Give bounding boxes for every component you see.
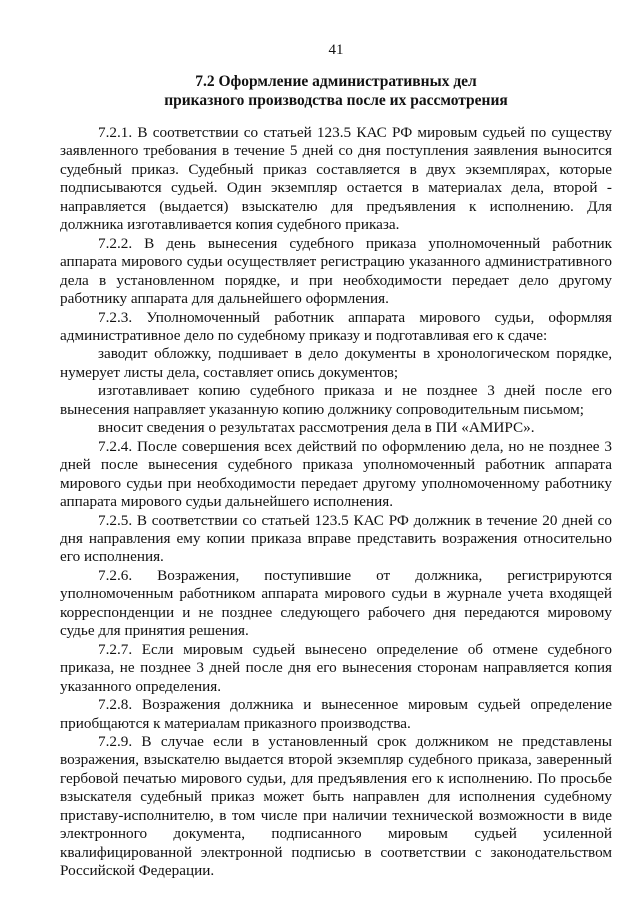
- paragraph-7-2-2: 7.2.2. В день вынесения судебного приказа уполномоченный работник аппарата мирового судьи осуществляет регистрацию указанного административного дела в установленном порядке, и при необходимости передает дело другому работнику аппарата для дальнейшего оформления.: [60, 234, 612, 308]
- page-number: 41: [328, 42, 344, 58]
- section-heading: [60, 72, 612, 110]
- section-heading-line-2: приказного производства после их рассмотрения: [164, 92, 508, 109]
- document-body: [60, 124, 612, 881]
- paragraph-7-2-9: 7.2.9. В случае если в установленный срок должником не представлены возражения, взыскателю выдается второй экземпляр судебного приказа, заверенный гербовой печатью мирового судьи, для предъявления его к исполнению. По просьбе взыскателя судебный приказ может быть направлен для исполнения судебному приставу-исполнителю, в том числе при наличии технической возможности в виде электронного документа, подписанного мировым судьей усиленной квалифицированной электронной подписью в соответствии с законодательством Российской Федерации.: [60, 732, 612, 880]
- paragraph-7-2-7: 7.2.7. Если мировым судьей вынесено определение об отмене судебного приказа, не позднее 3 дней после дня его вынесения сторонам направляется копия указанного определения.: [60, 640, 612, 695]
- paragraph-7-2-8: 7.2.8. Возражения должника и вынесенное мировым судьей определение приобщаются к материалам приказного производства.: [60, 696, 612, 732]
- paragraph-7-2-6: 7.2.6. Возражения, поступившие от должника, регистрируются уполномоченным работником аппарата мирового судьи в журнале учета входящей корреспонденции и не позднее следующего рабочего дня передаются мировому судье для принятия решения.: [60, 566, 612, 640]
- paragraph-7-2-4: 7.2.4. После совершения всех действий по оформлению дела, но не позднее 3 дней после вынесения судебного приказа уполномоченный работник аппарата мирового судьи при необходимости передает другому уполномоченному работнику аппарата мирового судьи дальнейшего исполнения.: [60, 437, 612, 511]
- list-item-cover: заводит обложку, подшивает в дело документы в хронологическом порядке, нумерует листы дела, составляет опись документов;: [60, 345, 612, 381]
- list-item-amirs: вносит сведения о результатах рассмотрения дела в ПИ «АМИРС».: [98, 419, 535, 437]
- paragraph-7-2-3: 7.2.3. Уполномоченный работник аппарата мирового судьи, оформляя административное дело по судебному приказу и подготавливая его к сдаче:: [60, 308, 612, 344]
- section-heading-line-1: 7.2 Оформление административных дел: [195, 73, 477, 90]
- paragraph-7-2-1: 7.2.1. В соответствии со статьей 123.5 КАС РФ мировым судьей по существу заявленного требования в течение 5 дней со дня поступления заявления выносится судебный приказ. Судебный приказ составляется в двух экземплярах, которые подписываются судьей. Один экземпляр остается в материалах дела, второй - направляется (выдается) взыскателю для предъявления к исполнению. Для должника изготавливается копия судебного приказа.: [60, 124, 612, 234]
- paragraph-7-2-5: 7.2.5. В соответствии со статьей 123.5 КАС РФ должник в течение 20 дней со дня направления ему копии приказа вправе представить возражения относительно его исполнения.: [60, 511, 612, 566]
- list-item-copy: изготавливает копию судебного приказа и не позднее 3 дней после его вынесения направляет указанную копию должнику сопроводительным письмом;: [60, 382, 612, 418]
